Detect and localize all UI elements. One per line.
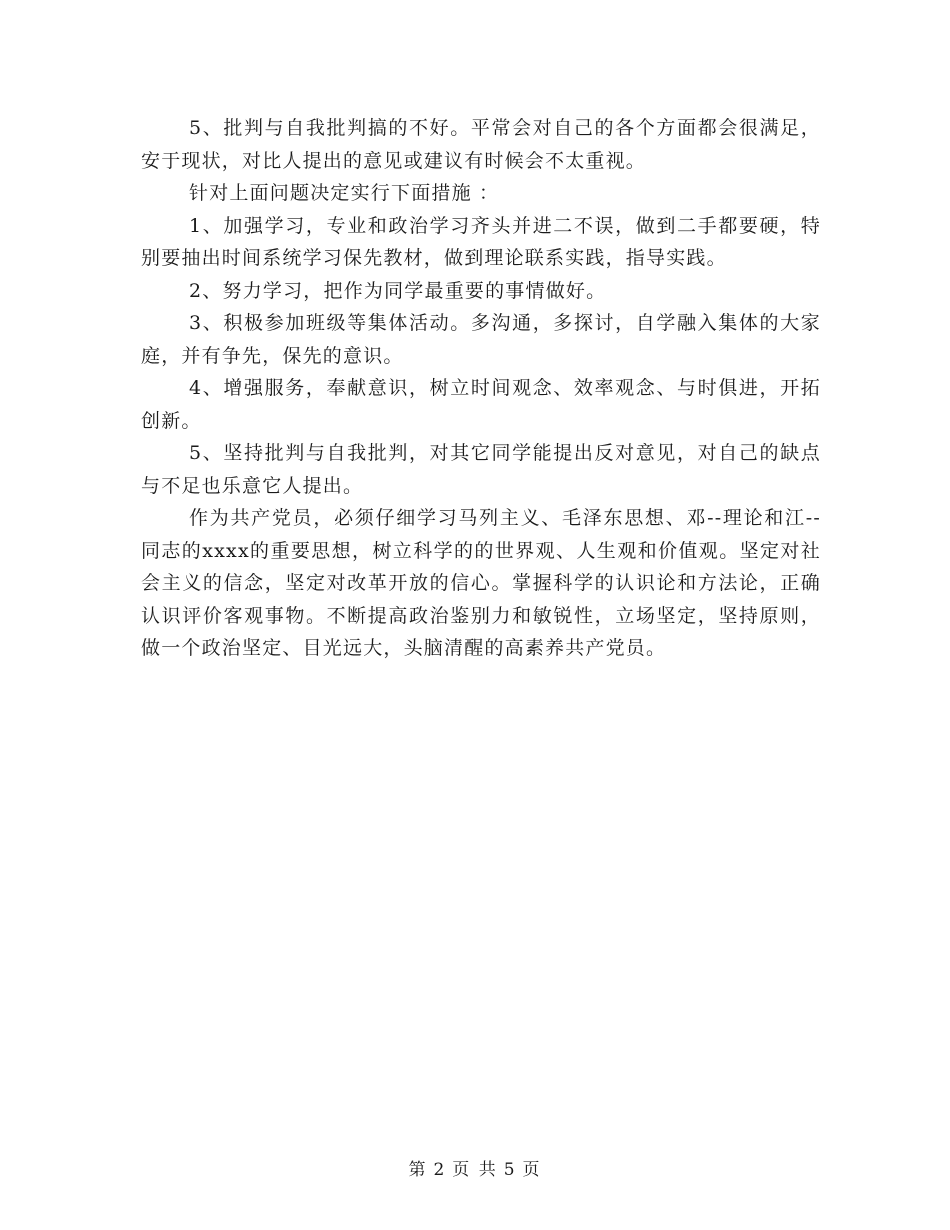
- page-prefix: 第: [408, 1160, 428, 1180]
- paragraph-conclusion: 作为共产党员，必须仔细学习马列主义、毛泽东思想、邓--理论和江--同志的xxxx的重要思想，树立科学的的世界观、人生观和价值观。坚定对社会主义的信念，坚定对改革开放的信心。掌握科学的认识论和方法论，正确认识评价客观事物。不断提高政治鉴别力和敏锐性，立场坚定，坚持原则，做一个政治坚定、目光远大，头脑清醒的高素养共产党员。: [141, 507, 821, 659]
- paragraph-measure-2: 2、努力学习，把作为同学最重要的事情做好。: [189, 279, 607, 302]
- document-body: [141, 112, 821, 665]
- page-number: [0, 1155, 950, 1180]
- page-current: 2: [433, 1160, 447, 1180]
- page-total: 5: [503, 1160, 517, 1180]
- paragraph-measure-5: 5、坚持批判与自我批判，对其它同学能提出反对意见，对自己的缺点与不足也乐意它人提出。: [141, 442, 821, 497]
- page-mid: 页 共: [452, 1160, 498, 1180]
- paragraph-measure-4: 4、增强服务，奉献意识，树立时间观念、效率观念、与时俱进，开拓创新。: [141, 377, 821, 432]
- paragraph-measure-1: 1、加强学习，专业和政治学习齐头并进二不误，做到二手都要硬，特别要抽出时间系统学习保先教材，做到理论联系实践，指导实践。: [141, 214, 821, 269]
- paragraph-measure-3: 3、积极参加班级等集体活动。多沟通，多探讨，自学融入集体的大家庭，并有争先，保先的意识。: [141, 312, 821, 367]
- paragraph-measures-intro: 针对上面问题决定实行下面措施 ：: [189, 182, 500, 204]
- page-suffix: 页: [522, 1160, 542, 1180]
- paragraph-criticism: 5、批判与自我批判搞的不好。平常会对自己的各个方面都会很满足，安于现状，对比人提出的意见或建议有时候会不太重视。: [141, 117, 821, 172]
